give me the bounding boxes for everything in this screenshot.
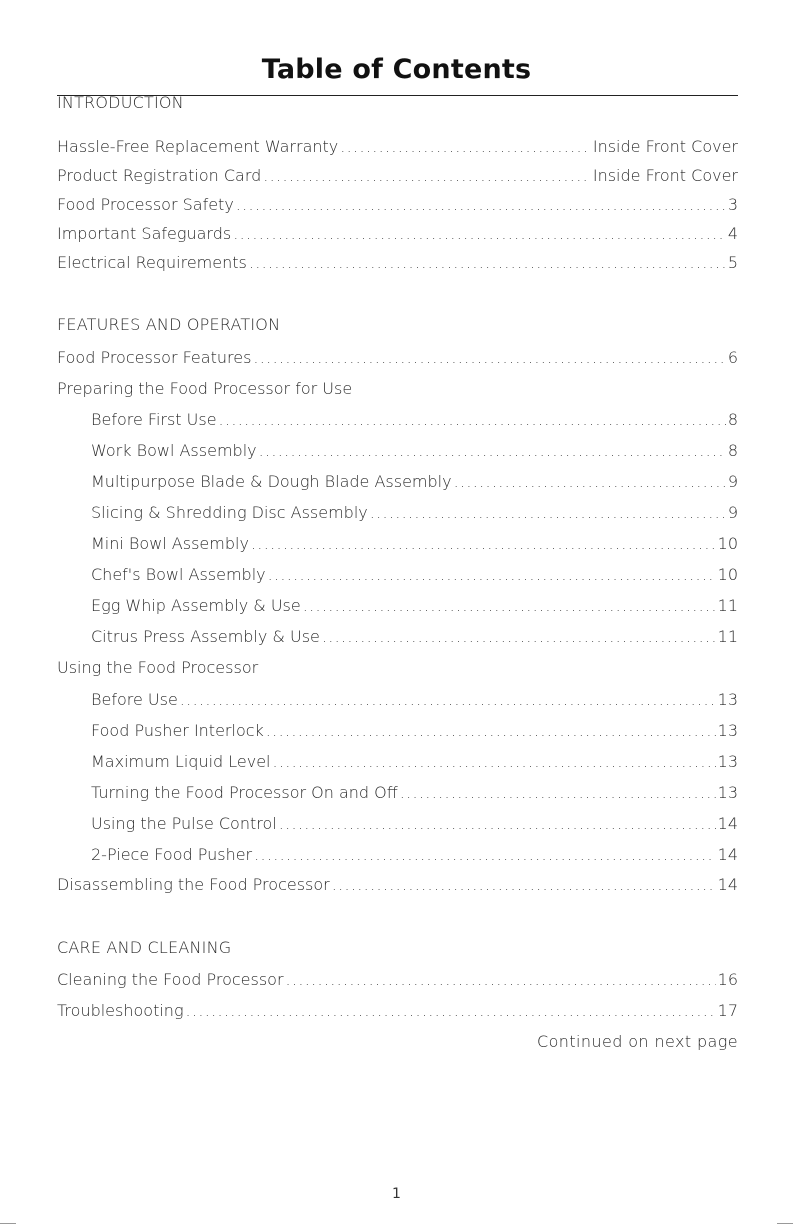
toc-entry-page: 8 bbox=[727, 441, 738, 460]
dot-leader bbox=[322, 623, 716, 651]
toc-entry[interactable] bbox=[57, 871, 738, 899]
dot-leader bbox=[253, 344, 725, 372]
toc-entry-page: 14 bbox=[717, 845, 738, 864]
toc-entry-label: Disassembling the Food Processor bbox=[57, 875, 330, 894]
toc-entry[interactable] bbox=[91, 686, 738, 714]
toc-entry[interactable] bbox=[57, 133, 738, 161]
toc-entry-page: 11 bbox=[717, 596, 738, 615]
section-heading-features-and-operation: FEATURES AND OPERATION bbox=[57, 315, 281, 334]
toc-entry[interactable] bbox=[91, 717, 738, 745]
toc-entry-page: Inside Front Cover bbox=[592, 137, 738, 156]
toc-entry-label: Using the Food Processor bbox=[57, 658, 259, 677]
toc-entry[interactable] bbox=[57, 997, 738, 1025]
toc-entry-label: Important Safeguards bbox=[57, 224, 232, 243]
toc-subheading[interactable] bbox=[57, 654, 738, 682]
toc-entry-page: 14 bbox=[717, 814, 738, 833]
toc-entry[interactable] bbox=[57, 344, 738, 372]
toc-entry-page: 13 bbox=[717, 721, 738, 740]
toc-entry-label: Troubleshooting bbox=[57, 1001, 184, 1020]
toc-entry[interactable] bbox=[91, 748, 738, 776]
dot-leader bbox=[266, 717, 716, 745]
toc-entry-page: 10 bbox=[717, 534, 738, 553]
dot-leader bbox=[279, 810, 716, 838]
toc-entry[interactable] bbox=[91, 841, 738, 869]
section-heading-care-and-cleaning: CARE AND CLEANING bbox=[57, 938, 232, 957]
toc-entry-label: Slicing & Shredding Disc Assembly bbox=[91, 503, 368, 522]
dot-leader bbox=[180, 686, 716, 714]
continued-note: Continued on next page bbox=[537, 1032, 738, 1051]
toc-subheading[interactable] bbox=[57, 375, 738, 403]
toc-entry-label: 2-Piece Food Pusher bbox=[91, 845, 253, 864]
toc-entry-label: Chef's Bowl Assembly bbox=[91, 565, 266, 584]
page-title: Table of Contents bbox=[261, 54, 532, 85]
page-edge-marks bbox=[0, 1221, 793, 1225]
toc-entry[interactable] bbox=[91, 623, 738, 651]
toc-entry-label: Using the Pulse Control bbox=[91, 814, 277, 833]
toc-entry[interactable] bbox=[91, 530, 738, 558]
dot-leader bbox=[273, 748, 716, 776]
toc-entry[interactable] bbox=[91, 437, 738, 465]
toc-entry-label: Turning the Food Processor On and Off bbox=[91, 783, 398, 802]
toc-entry-page: 10 bbox=[717, 565, 738, 584]
toc-entry-page: 17 bbox=[717, 1001, 738, 1020]
toc-entry-page: Inside Front Cover bbox=[592, 166, 738, 185]
dot-leader bbox=[400, 779, 716, 807]
toc-entry[interactable] bbox=[91, 592, 738, 620]
toc-entry-label: Citrus Press Assembly & Use bbox=[91, 627, 320, 646]
toc-entry-label: Hassle-Free Replacement Warranty bbox=[57, 137, 339, 156]
dot-leader bbox=[332, 871, 716, 899]
toc-entry[interactable] bbox=[91, 499, 738, 527]
dot-leader bbox=[340, 133, 591, 161]
toc-entry-page: 5 bbox=[727, 253, 738, 272]
toc-entry-page: 8 bbox=[727, 410, 738, 429]
toc-entry[interactable] bbox=[57, 220, 738, 248]
toc-entry-label: Mini Bowl Assembly bbox=[91, 534, 249, 553]
dot-leader bbox=[251, 530, 716, 558]
toc-entry-page: 14 bbox=[717, 875, 738, 894]
toc-entry-label: Preparing the Food Processor for Use bbox=[57, 379, 353, 398]
dot-leader bbox=[268, 561, 716, 589]
toc-entry-page: 6 bbox=[727, 348, 738, 367]
dot-leader bbox=[233, 220, 726, 248]
toc-entry-label: Food Processor Features bbox=[57, 348, 252, 367]
dot-leader bbox=[186, 997, 716, 1025]
dot-leader bbox=[286, 966, 716, 994]
dot-leader bbox=[370, 499, 726, 527]
toc-entry-page: 3 bbox=[727, 195, 738, 214]
toc-entry-label: Work Bowl Assembly bbox=[91, 441, 257, 460]
dot-leader bbox=[259, 437, 726, 465]
toc-entry-label: Maximum Liquid Level bbox=[91, 752, 271, 771]
toc-entry[interactable] bbox=[57, 191, 738, 219]
toc-entry-label: Multipurpose Blade & Dough Blade Assembly bbox=[91, 472, 452, 491]
toc-entry[interactable] bbox=[91, 779, 738, 807]
dot-leader bbox=[454, 468, 726, 496]
toc-entry[interactable] bbox=[57, 249, 738, 277]
toc-entry[interactable] bbox=[91, 810, 738, 838]
toc-entry[interactable] bbox=[57, 966, 738, 994]
toc-entry[interactable] bbox=[91, 468, 738, 496]
section-heading-introduction: INTRODUCTION bbox=[57, 93, 184, 112]
toc-entry-label: Before Use bbox=[91, 690, 178, 709]
dot-leader bbox=[219, 406, 726, 434]
toc-entry-label: Egg Whip Assembly & Use bbox=[91, 596, 301, 615]
toc-entry-label: Food Pusher Interlock bbox=[91, 721, 264, 740]
dot-leader bbox=[236, 191, 726, 219]
dot-leader bbox=[263, 162, 591, 190]
toc-entry-page: 13 bbox=[717, 783, 738, 802]
toc-entry[interactable] bbox=[91, 561, 738, 589]
dot-leader bbox=[249, 249, 726, 277]
toc-entry[interactable] bbox=[57, 162, 738, 190]
toc-entry-label: Product Registration Card bbox=[57, 166, 262, 185]
toc-entry-page: 9 bbox=[727, 503, 738, 522]
dot-leader bbox=[254, 841, 716, 869]
toc-entry-page: 13 bbox=[717, 690, 738, 709]
toc-entry-label: Food Processor Safety bbox=[57, 195, 234, 214]
toc-entry[interactable] bbox=[91, 406, 738, 434]
toc-entry-page: 11 bbox=[717, 627, 738, 646]
toc-entry-label: Electrical Requirements bbox=[57, 253, 247, 272]
page-number: 1 bbox=[392, 1186, 401, 1202]
toc-entry-label: Before First Use bbox=[91, 410, 217, 429]
toc-entry-page: 16 bbox=[717, 970, 738, 989]
toc-entry-page: 13 bbox=[717, 752, 738, 771]
toc-entry-page: 9 bbox=[727, 472, 738, 491]
toc-entry-page: 4 bbox=[727, 224, 738, 243]
dot-leader bbox=[303, 592, 716, 620]
toc-entry-label: Cleaning the Food Processor bbox=[57, 970, 284, 989]
